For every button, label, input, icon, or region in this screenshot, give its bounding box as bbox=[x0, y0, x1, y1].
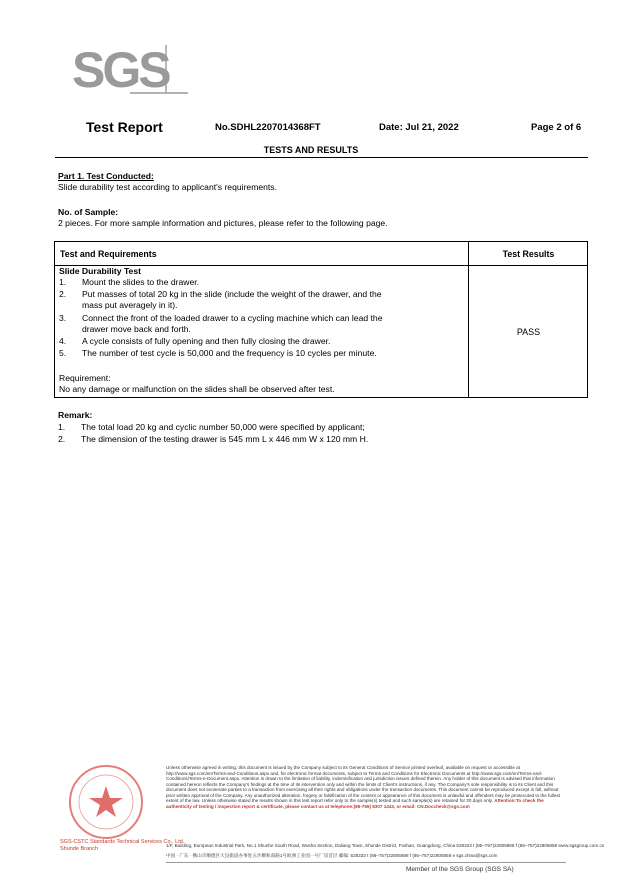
address-chinese: 中国 · 广东 · 佛山市顺德区大良街道办事处五沙顺和南路1号欧洲工业园一号厂房首层 邮编: 528333 t (86–757)22805888 f (86–757)22805858 e sgs.china@sgs.com bbox=[166, 853, 498, 858]
requirement-text: No any damage or malfunction on the slides shall be observed after test. bbox=[59, 384, 335, 394]
part1-text: Slide durability test according to applicant's requirements. bbox=[58, 182, 277, 192]
footer-divider bbox=[166, 862, 566, 863]
sgs-logo-text: SGS bbox=[72, 43, 169, 95]
terms-fine-print: Unless otherwise agreed in writing, this document is issued by the Company subject to its General Conditions of Service printed overleaf, available on request or accessible at http://www.sgs.com/en/Terms-and-Conditions.aspx and, for electronic format documents, subject to Terms and Conditions for Electronic Documents at http://www.sgs.com/en/Terms-and-Conditions/Terms-e-Document.aspx. Attention is drawn to the limitation of liability, indemnification and jurisdiction issues defined therein. Any holder of this document is advised that information contained hereon reflects the Company's findings at the time of its intervention only and within the limits of Client's instructions, if any. The Company's sole responsibility is to its Client and this document does not exonerate parties to a transaction from exercising all their rights and obligations under the transaction documents. This document cannot be reproduced except in full, without prior written approval of the Company. Any unauthorized alteration, forgery or falsification of the content or appearance of this document is unlawful and offenders may be prosecuted to the fullest extent of the law. Unless otherwise stated the results shown in this test report refer only to the sample(s) tested and such sample(s) are retained for 30 days only. Attention:To check the authenticity of testing / inspection report & certificate, please contact us at telephone:(86-755) 8307 1443, or email: CN.Doccheck@sgs.com bbox=[166, 765, 561, 809]
sample-text: 2 pieces. For more sample information and pictures, please refer to the following page. bbox=[58, 218, 388, 228]
sgs-logo bbox=[70, 43, 188, 95]
results-table: Test and Requirements Test Results Slide Durability Test 1. Mount the slides to the drawer. 2. Put masses of total 20 kg in the slide (include the weight of the drawer, and the mass put averagely in it). 3. Connect the front of the loaded drawer to a cycling machine which can lead the drawer move back and forth. 4. A cycle consists of fully opening and then fully closing the drawer. 5. The number of test cycle is 50,000 and the frequency is 10 cycles per minute. Requirement: No any damage or malfunction on the slides shall be observed after test. PASS bbox=[54, 241, 588, 398]
authenticity-notice: Attention:To check the authenticity of testing / inspection report & certificate, please contact us at telephone:(86-755) 8307 1443, or email: CN.Doccheck@sgs.com bbox=[166, 798, 544, 809]
stamp-branch-label: Shunde Branch bbox=[60, 846, 98, 852]
test-name: Slide Durability Test bbox=[59, 266, 141, 276]
report-date: Date: Jul 21, 2022 bbox=[379, 122, 459, 133]
table-header-results: Test Results bbox=[502, 249, 555, 259]
test-result: PASS bbox=[516, 327, 541, 337]
member-of-sgs-group: Member of the SGS Group (SGS SA) bbox=[406, 866, 514, 873]
stamp-company-label: SGS-CSTC Standards Technical Services Co., Ltd. bbox=[60, 839, 185, 845]
report-number: No.SDHL2207014368FT bbox=[215, 122, 321, 133]
requirement-label: Requirement: bbox=[59, 373, 111, 383]
address-english: 1/F, Building, European Industrial Park, No.1 Shunhe South Road, Wusha Section, Daliang Town, Shunde District, Foshan, Guangdong, China 528333 t (86–757)22805888 f (86–757)22805858 www.sgsgroup.com.cn bbox=[166, 843, 605, 848]
sample-heading: No. of Sample: bbox=[58, 207, 119, 217]
page-number: Page 2 of 6 bbox=[531, 122, 582, 133]
report-title: Test Report bbox=[86, 119, 163, 135]
part1-heading: Part 1. Test Conducted: bbox=[58, 171, 154, 181]
header-divider bbox=[55, 157, 588, 158]
remark-heading: Remark: bbox=[58, 410, 93, 420]
table-header-requirements: Test and Requirements bbox=[60, 249, 157, 259]
star-icon bbox=[89, 786, 123, 817]
section-title: TESTS AND RESULTS bbox=[263, 145, 359, 155]
